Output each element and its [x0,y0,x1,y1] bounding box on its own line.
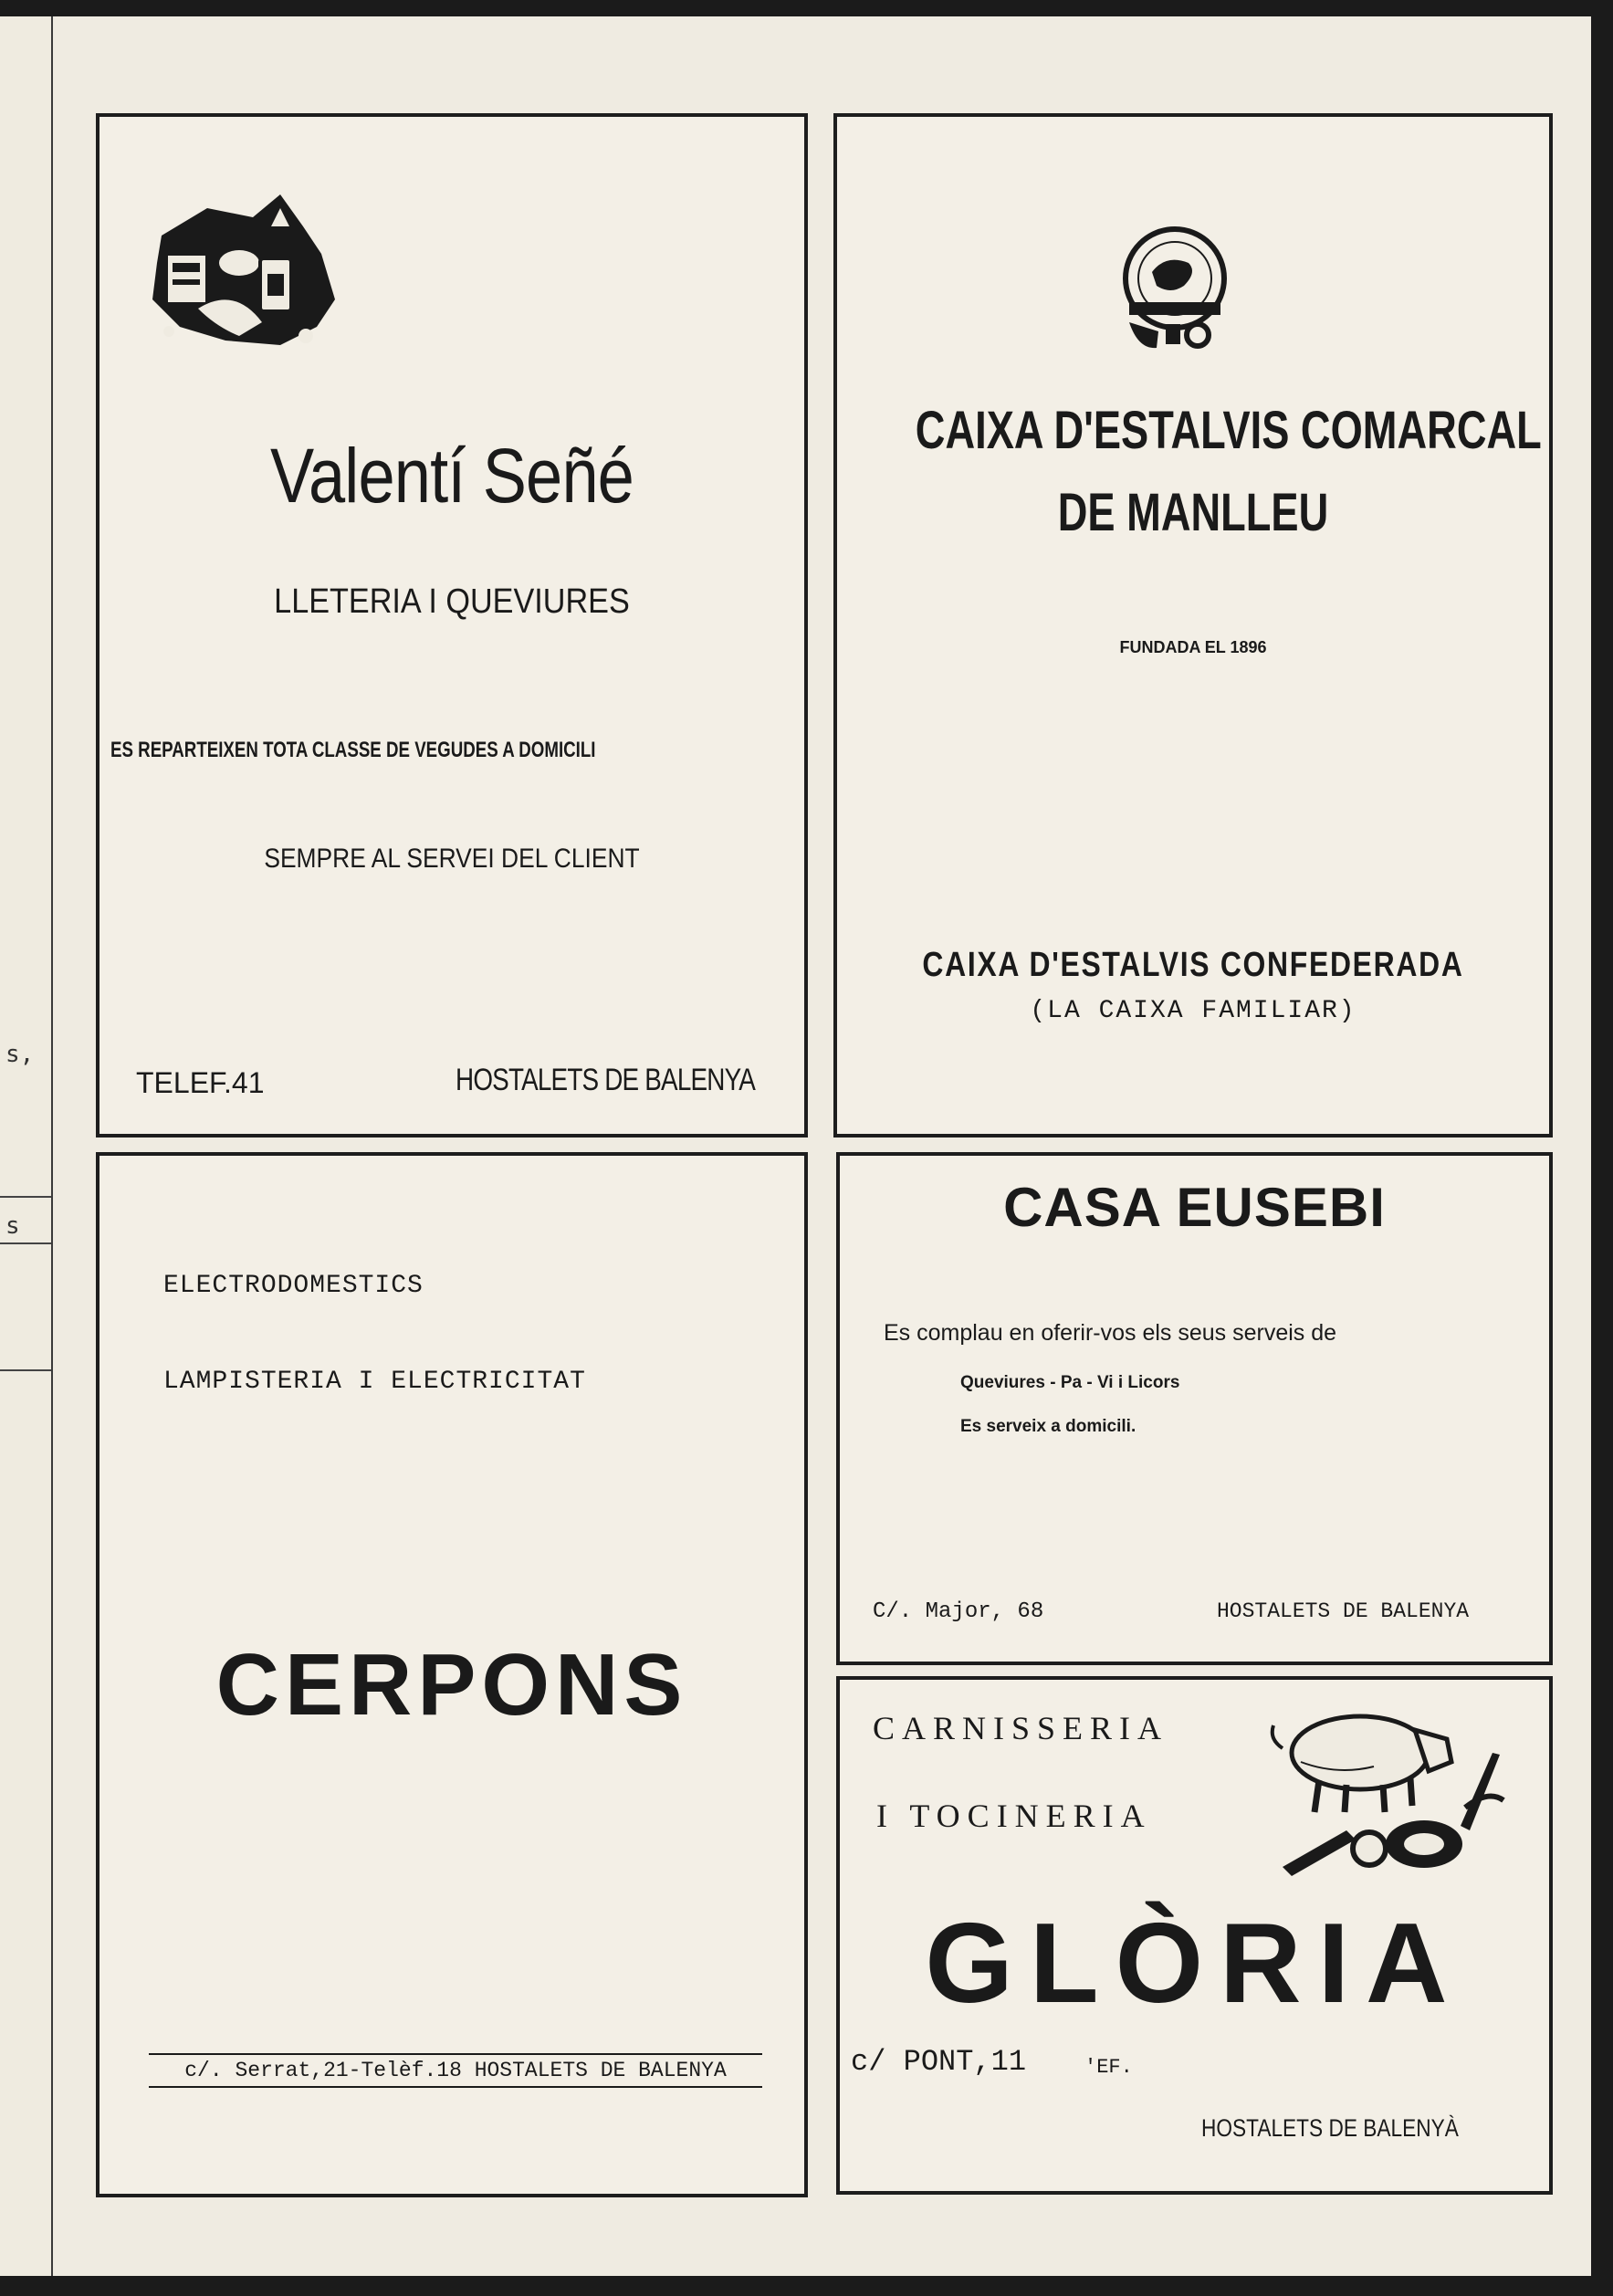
confederation-name: CAIXA D'ESTALVIS CONFEDERADA [922,946,1464,984]
ad-valenti-sene [96,113,808,1138]
phone-number: TELEF.41 [136,1066,265,1099]
advertisement-page [53,16,1591,2276]
bank-title-line2: DE MANLLEU [1057,483,1329,542]
service-line: LAMPISTERIA I ELECTRICITAT [163,1368,586,1396]
business-name: Valentí Señé [269,433,634,519]
pig-illustration [1264,1698,1511,1881]
ad-casa-eusebi [836,1152,1553,1665]
intro-text: Es complau en oferir-vos els seus serveis de [884,1320,1337,1346]
product-list: Queviures - Pa - Vi i Licors [960,1373,1180,1392]
service-note: SEMPRE AL SERVEI DEL CLIENT [264,844,640,874]
left-page-edge [0,16,53,2276]
confederation-subtitle: (LA CAIXA FAMILIAR) [1030,997,1356,1025]
left-page-rule [0,1196,51,1198]
grocery-illustration [143,190,344,354]
phone-label: 'EF. [1084,2056,1133,2079]
ad-gloria [836,1676,1553,2195]
left-page-fragment: s, [5,1041,35,1068]
founded-note: FUNDADA EL 1896 [1119,638,1267,656]
delivery-note: Es serveix a domicili. [960,1417,1136,1436]
bank-title-line1: CAIXA D'ESTALVIS COMARCAL [915,401,1542,460]
left-page-rule [0,1369,51,1371]
address-line: c/. Serrat,21-Telèf.18 HOSTALETS DE BALENYA [149,2053,762,2088]
ad-caixa-manlleu [833,113,1553,1138]
town-name: HOSTALETS DE BALENYA [1217,1599,1470,1623]
town-name: HOSTALETS DE BALENYÀ [1201,2114,1459,2142]
business-name: GLÒRIA [925,1901,1464,2027]
left-page-rule [0,1242,51,1244]
ad-cerpons [96,1152,808,2197]
town-name: HOSTALETS DE BALENYA [456,1063,756,1097]
address-line: C/. Major, 68 [873,1599,1044,1624]
business-type: LLETERIA I QUEVIURES [274,582,630,621]
delivery-note: ES REPARTEIXEN TOTA CLASSE DE VEGUDES A DOMICILI [110,738,596,762]
business-type-line2: I TOCINERIA [876,1798,1152,1834]
business-name: CERPONS [215,1636,688,1734]
left-page-fragment: s [5,1212,20,1240]
bank-emblem-icon [1102,222,1248,359]
product-line: ELECTRODOMESTICS [163,1272,424,1300]
address-line: c/ PONT,11 [851,2045,1027,2079]
business-name: CASA EUSEBI [1003,1177,1386,1238]
business-type-line1: CARNISSERIA [873,1710,1169,1746]
